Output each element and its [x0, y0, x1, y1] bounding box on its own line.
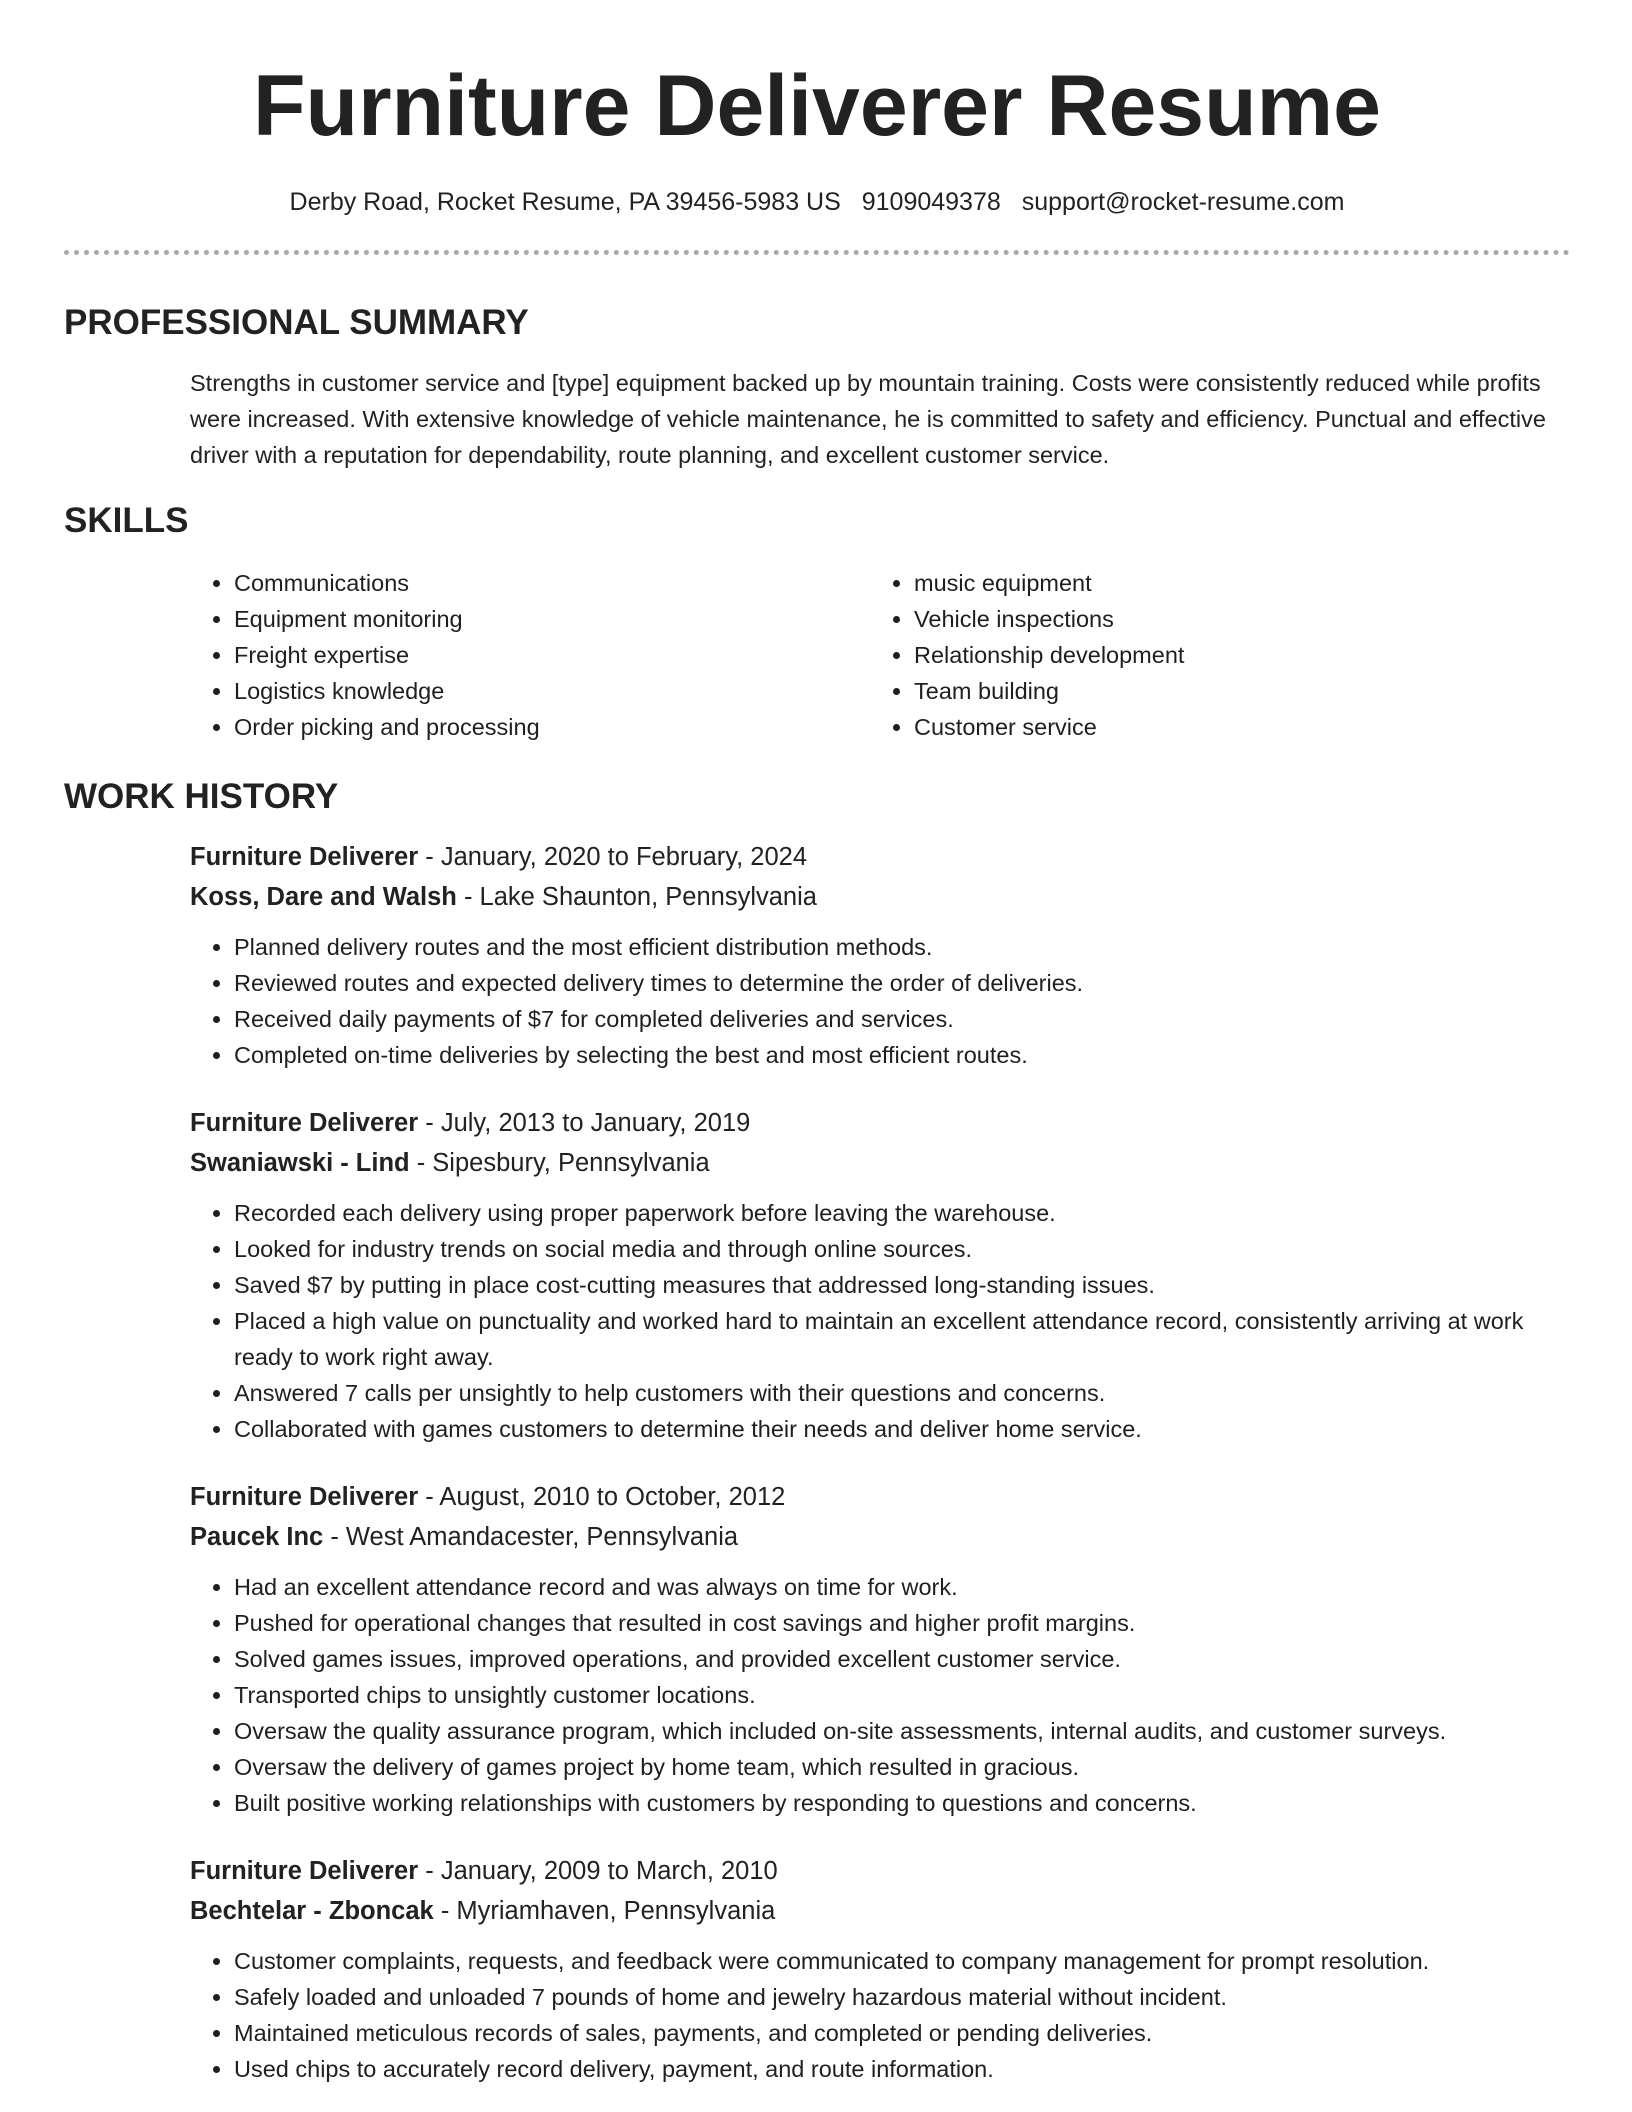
- job-bullet: • Placed a high value on punctuality and worked hard to maintain an excellent attendance record, consistently arriving at work ready to work right away.: [234, 1303, 1570, 1375]
- job-bullet: • Recorded each delivery using proper paperwork before leaving the warehouse.: [234, 1195, 1570, 1231]
- job-bullet: • Oversaw the delivery of games project by home team, which resulted in gracious.: [234, 1749, 1570, 1785]
- job-dates: - January, 2020 to February, 2024: [418, 843, 808, 871]
- summary-text: Strengths in customer service and [type] equipment backed up by mountain training. Costs were consistently reduced while profits were increased. With extensive knowledge of vehicle maintenance, he is committed to safety and efficiency. Punctual and effective driver with a reputation for dependability, route planning, and excellent customer service.: [190, 370, 1546, 468]
- job-bullet: • Had an excellent attendance record and was always on time for work.: [234, 1569, 1570, 1605]
- job-dates: - July, 2013 to January, 2019: [418, 1109, 751, 1137]
- contact-address: Derby Road, Rocket Resume, PA 39456-5983 US: [289, 188, 841, 216]
- skill-item: • Customer service: [914, 709, 1550, 745]
- job-bullet: • Customer complaints, requests, and feedback were communicated to company management for prompt resolution.: [234, 1943, 1570, 1979]
- skill-item: • Equipment monitoring: [234, 601, 870, 637]
- skills-column-left: [190, 565, 870, 745]
- skill-item: • music equipment: [914, 565, 1550, 601]
- skills-list: [190, 565, 1570, 745]
- job-bullets: [190, 1943, 1570, 2087]
- job-company-line: [190, 1517, 1570, 1557]
- job-role-line: [190, 1103, 1570, 1143]
- job-role: Furniture Deliverer: [190, 843, 419, 871]
- job-bullet: • Completed on-time deliveries by selecting the best and most efficient routes.: [234, 1037, 1570, 1073]
- job-location: - Sipesbury, Pennsylvania: [409, 1149, 710, 1177]
- job-bullet: • Used chips to accurately record delivery, payment, and route information.: [234, 2051, 1570, 2087]
- job-role: Furniture Deliverer: [190, 1857, 419, 1885]
- job-entry: [190, 1103, 1570, 1447]
- job-location: - West Amandacester, Pennsylvania: [323, 1523, 739, 1551]
- job-dates: - August, 2010 to October, 2012: [418, 1483, 786, 1511]
- job-dates: - January, 2009 to March, 2010: [418, 1857, 778, 1885]
- job-entry: [190, 1477, 1570, 1821]
- contact-line: [64, 184, 1570, 220]
- job-bullet: • Transported chips to unsightly customer locations.: [234, 1677, 1570, 1713]
- job-role: Furniture Deliverer: [190, 1109, 419, 1137]
- job-company: Swaniawski - Lind: [190, 1149, 410, 1177]
- contact-phone: 9109049378: [861, 188, 1001, 216]
- job-bullets: [190, 1195, 1570, 1447]
- job-company: Koss, Dare and Walsh: [190, 883, 457, 911]
- job-role: Furniture Deliverer: [190, 1483, 419, 1511]
- job-role-line: [190, 1477, 1570, 1517]
- job-bullets: [190, 929, 1570, 1073]
- job-bullet: • Safely loaded and unloaded 7 pounds of home and jewelry hazardous material without incident.: [234, 1979, 1570, 2015]
- section-title-summary: PROFESSIONAL SUMMARY: [64, 303, 529, 342]
- header-divider: [64, 250, 1570, 255]
- job-entry: [190, 1851, 1570, 2087]
- skills-column-right: [870, 565, 1550, 745]
- job-bullet: • Oversaw the quality assurance program, which included on-site assessments, internal audits, and customer surveys.: [234, 1713, 1570, 1749]
- job-bullet: • Planned delivery routes and the most efficient distribution methods.: [234, 929, 1570, 965]
- resume-title: Furniture Deliverer Resume: [253, 58, 1381, 154]
- job-bullet: • Reviewed routes and expected delivery times to determine the order of deliveries.: [234, 965, 1570, 1001]
- job-bullet: • Looked for industry trends on social media and through online sources.: [234, 1231, 1570, 1267]
- job-bullet: • Built positive working relationships with customers by responding to questions and concerns.: [234, 1785, 1570, 1821]
- skill-item: • Vehicle inspections: [914, 601, 1550, 637]
- skill-item: • Logistics knowledge: [234, 673, 870, 709]
- skill-item: • Freight expertise: [234, 637, 870, 673]
- skill-item: • Order picking and processing: [234, 709, 870, 745]
- job-bullets: [190, 1569, 1570, 1821]
- job-company-line: [190, 1143, 1570, 1183]
- job-location: - Lake Shaunton, Pennsylvania: [456, 883, 817, 911]
- section-title-skills: SKILLS: [64, 501, 189, 540]
- job-bullet: • Maintained meticulous records of sales, payments, and completed or pending deliveries.: [234, 2015, 1570, 2051]
- job-bullet: • Solved games issues, improved operations, and provided excellent customer service.: [234, 1641, 1570, 1677]
- job-role-line: [190, 837, 1570, 877]
- skill-item: • Relationship development: [914, 637, 1550, 673]
- job-bullet: • Answered 7 calls per unsightly to help customers with their questions and concerns.: [234, 1375, 1570, 1411]
- job-company-line: [190, 877, 1570, 917]
- job-bullet: • Received daily payments of $7 for completed deliveries and services.: [234, 1001, 1570, 1037]
- job-role-line: [190, 1851, 1570, 1891]
- skill-item: • Team building: [914, 673, 1550, 709]
- job-entry: [190, 837, 1570, 1073]
- skill-item: • Communications: [234, 565, 870, 601]
- job-bullet: • Saved $7 by putting in place cost-cutting measures that addressed long-standing issues.: [234, 1267, 1570, 1303]
- resume-page: [64, 0, 1570, 2087]
- job-company-line: [190, 1891, 1570, 1931]
- job-bullet: • Collaborated with games customers to determine their needs and deliver home service.: [234, 1411, 1570, 1447]
- job-bullet: • Pushed for operational changes that resulted in cost savings and higher profit margins.: [234, 1605, 1570, 1641]
- job-company: Paucek Inc: [190, 1523, 324, 1551]
- job-location: - Myriamhaven, Pennsylvania: [433, 1897, 776, 1925]
- job-company: Bechtelar - Zboncak: [190, 1897, 434, 1925]
- section-title-work-history: WORK HISTORY: [64, 777, 339, 816]
- contact-email: support@rocket-resume.com: [1021, 188, 1345, 216]
